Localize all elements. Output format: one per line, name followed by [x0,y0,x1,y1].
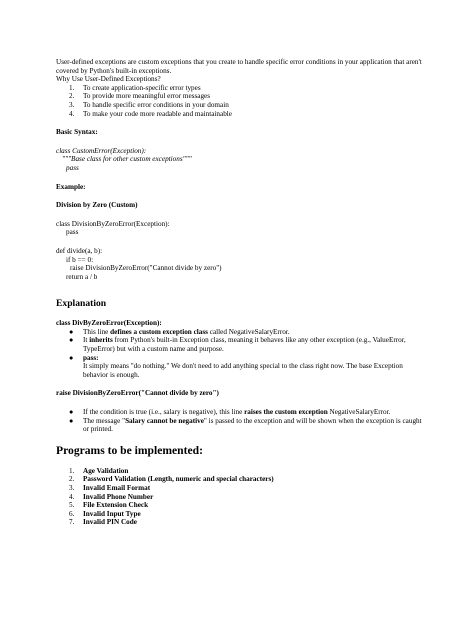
bullet-icon: ● [69,408,74,417]
code-line: def divide(a, b): [56,246,103,255]
list-item: 1. To create application-specific error types [69,83,201,92]
code-line: raise DivisionByZeroError("Cannot divide by zero") [70,264,222,273]
programs-list [56,467,426,527]
list-item: 7. Invalid PIN Code [69,518,137,527]
list-item: 3. To handle specific error conditions in your domain [69,100,229,109]
code-line: class CustomError(Exception): [56,146,147,155]
code-line: pass [66,228,79,237]
reasons-list [56,84,426,118]
list-item: 3. Invalid Email Format [69,484,151,492]
code-line: """Base class for other custom exceptions""" [62,155,192,164]
code-line: if b == 0: [66,255,94,264]
class-heading: class DivByZeroError(Exception): [56,319,162,328]
explanation-list [56,328,426,380]
list-item: 5. File Extension Check [69,501,149,510]
bullet-icon: ● [69,353,74,362]
basic-syntax-heading: Basic Syntax: [56,128,98,137]
code-line: class DivisionByZeroError(Exception): [56,219,170,228]
list-item: ● The message "Salary cannot be negative" is passed to the exception and will be shown when the exception is caught or printed. [69,416,422,434]
list-item: 2. Password Validation (Length, numeric and special characters) [69,475,274,484]
why-heading: Why Use User-Defined Exceptions? [56,75,161,84]
list-item: 4. Invalid Phone Number [69,492,154,501]
bullet-icon: ● [69,416,74,425]
code-line: pass [66,163,79,172]
list-item: 2. To provide more meaningful error messages [69,92,211,101]
list-item: ● This line defines a custom exception class called NegativeSalaryError. [69,327,290,336]
list-item: ● If the condition is true (i.e., salary is negative), this line raises the custom exception NegativeSalaryError. [69,408,391,417]
document-page [56,58,426,527]
raise-heading: raise DivisionByZeroError("Cannot divide by zero") [56,389,219,398]
raise-list [56,408,426,434]
programs-heading: Programs to be implemented: [56,443,203,457]
example-heading: Example: [56,182,86,191]
intro-paragraph: User-defined exceptions are custom exceptions that you create to handle specific error conditions in your application that aren't covered by Python's built-in exceptions. [56,58,422,75]
example-subheading: Division by Zero (Custom) [56,201,138,210]
explanation-heading: Explanation [56,298,107,310]
bullet-icon: ● [69,327,74,336]
bullet-icon: ● [69,336,74,345]
list-item: 1. Age Validation [69,466,129,475]
list-item: ● It inherits from Python's built-in Exception class, meaning it behaves like any other exception (e.g., ValueError, TypeError) but with a custom name and purpose. [69,336,406,354]
list-item: 6. Invalid Input Type [69,509,141,518]
list-item: ● pass: It simply means "do nothing." We don't need to add anything special to the class right now. The base Exception behavior is enough. [69,353,403,379]
code-line: return a / b [66,272,98,281]
list-item: 4. To make your code more readable and maintainable [69,109,232,118]
